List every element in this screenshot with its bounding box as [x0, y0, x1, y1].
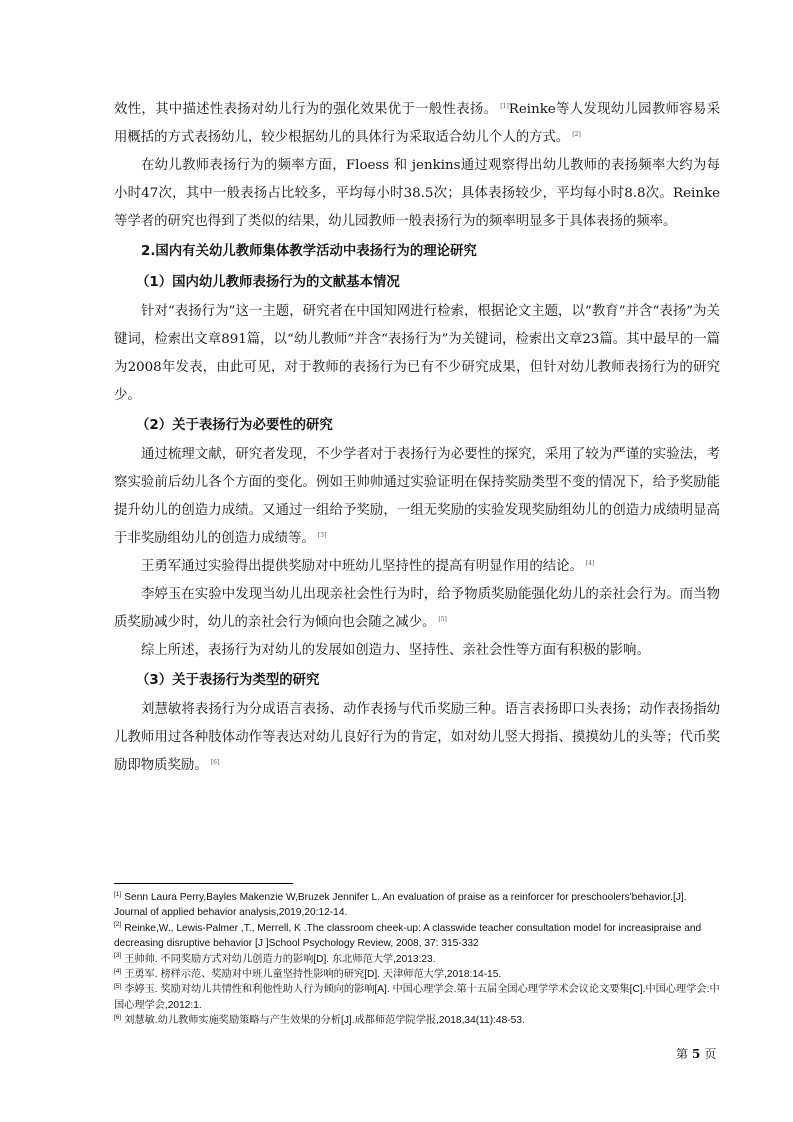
section-heading: 2.国内有关幼儿教师集体教学活动中表扬行为的理论研究	[141, 244, 477, 259]
paragraph: 在幼儿教师表扬行为的频率方面，Floess 和 jenkins通过观察得出幼儿教师的表扬频率大约为每小时47次，其中一般表扬占比较多，平均每小时38.5次；具体表扬较少，平均每小时8.8次。Reinke等学者的研究也得到了类似的结果，幼儿园教师一般表扬行为的频率明显多于具体表扬的频率。	[114, 158, 720, 229]
footnote-text: 王帅帅. 不同奖励方式对幼儿创造力的影响[D]. 东北师范大学,2013:23.	[124, 953, 436, 965]
paragraph	[114, 553, 720, 581]
page-number	[676, 1045, 716, 1062]
subsection-heading: （2）关于表扬行为必要性的研究	[136, 418, 333, 433]
page-number-value: 5	[692, 1047, 701, 1061]
footnote-separator	[114, 883, 293, 884]
footnote-number: [1]	[114, 890, 122, 898]
footnote-reference[interactable]: [2]	[572, 130, 581, 138]
footnote	[114, 982, 722, 1013]
body-text	[114, 96, 720, 780]
paragraph-text: 效性，其中描述性表扬对幼儿行为的强化效果优于一般性表扬。	[114, 102, 498, 117]
footnote-text: 刘慧敏.幼儿教师实施奖励策略与产生效果的分析[J].成都师范学院学报,2018,34(11):48-53.	[124, 1015, 525, 1027]
footnote-number: [4]	[114, 967, 122, 975]
subsection-heading: （1）国内幼儿教师表扬行为的文献基本情况	[136, 275, 400, 290]
footnote	[114, 967, 722, 982]
page-prefix: 第	[676, 1047, 689, 1061]
footnote	[114, 921, 722, 952]
footnote-text: Senn Laura Perry,Bayles Makenzie W,Bruzek Jennifer L. An evaluation of praise as a reinforcer for preschoolers'behavior.[J]. Journal of applied behavior analysis,2019,20:12-14.	[114, 892, 687, 919]
paragraph	[114, 581, 720, 637]
paragraph-text: 刘慧敏将表扬行为分成语言表扬、动作表扬与代币奖励三种。语言表扬即口头表扬；动作表扬指幼儿教师用过各种肢体动作等表达对幼儿良好行为的肯定，如对幼儿竖大拇指、摸摸幼儿的头等；代币奖励即物质奖励。	[114, 702, 720, 773]
footnote-reference[interactable]: [5]	[438, 615, 447, 623]
footnote-number: [2]	[114, 921, 122, 929]
footnote	[114, 1013, 722, 1028]
paragraph-text: 李婷玉在实验中发现当幼儿出现亲社会性行为时，给予物质奖励能强化幼儿的亲社会行为。而当物质奖励减少时，幼儿的亲社会行为倾向也会随之减少。	[114, 587, 720, 630]
paragraph: 综上所述，表扬行为对幼儿的发展如创造力、坚持性、亲社会性等方面有积极的影响。	[141, 643, 650, 658]
footnote	[114, 890, 722, 921]
footnote-reference[interactable]: [4]	[585, 559, 595, 567]
footnote-number: [6]	[114, 1013, 122, 1021]
footnotes	[114, 890, 722, 1029]
paragraph-text: 通过梳理文献，研究者发现，不少学者对于表扬行为必要性的探究，采用了较为严谨的实验法，考察实验前后幼儿各个方面的变化。例如王帅帅通过实验证明在保持奖励类型不变的情况下，给予奖励能提升幼儿的创造力成绩。又通过一组给予奖励，一组无奖励的实验发现奖励组幼儿的创造力成绩明显高于非奖励组幼儿的创造力成绩等。	[114, 447, 720, 546]
footnote-text: 李婷玉. 奖励对幼儿共情性和利他性助人行为倾向的影响[A]. 中国心理学会.第十五届全国心理学学术会议论文要集[C].中国心理学会:中国心理学会,2012:1.	[114, 984, 720, 1011]
footnote-number: [5]	[114, 983, 122, 991]
page-suffix: 页	[704, 1047, 717, 1061]
paragraph-text: 王勇军通过实验得出提供奖励对中班幼儿坚持性的提高有明显作用的结论。	[141, 559, 583, 574]
subsection-heading: （3）关于表扬行为类型的研究	[136, 673, 320, 688]
footnote-reference[interactable]: [1]	[500, 102, 509, 110]
footnote-number: [3]	[114, 952, 122, 960]
paragraph-text: Reinke等人发现幼儿园教师容易采用概括的方式表扬幼儿，较少根据幼儿的具体行为采取适合幼儿个人的方式。	[114, 102, 720, 145]
footnote-text: 王勇军. 榜样示范、奖励对中班儿童坚持性影响的研究[D]. 天津师范大学,2018:14-15.	[124, 969, 502, 981]
footnote-reference[interactable]: [3]	[317, 531, 327, 539]
paragraph	[114, 96, 720, 152]
paragraph	[114, 441, 720, 553]
footnote-reference[interactable]: [6]	[210, 758, 220, 766]
paragraph: 针对“表扬行为”这一主题，研究者在中国知网进行检索，根据论文主题，以“教育”并含“表扬”为关键词，检索出文章891篇，以“幼儿教师”并含“表扬行为”为关键词，检索出文章23篇。其中最早的一篇为2008年发表，由此可见，对于教师的表扬行为已有不少研究成果，但针对幼儿教师表扬行为的研究少。	[114, 304, 720, 403]
footnote-text: Reinke,W., Lewis-Palmer ,T., Merrell, K .The classroom cheek-up: A classwide teacher consultation model for increasipraise and decreasing disruptive behavior [J ]School Psychology Review, 2008, 37: 315-332	[114, 922, 702, 950]
footnote	[114, 952, 722, 967]
paragraph	[114, 696, 720, 780]
